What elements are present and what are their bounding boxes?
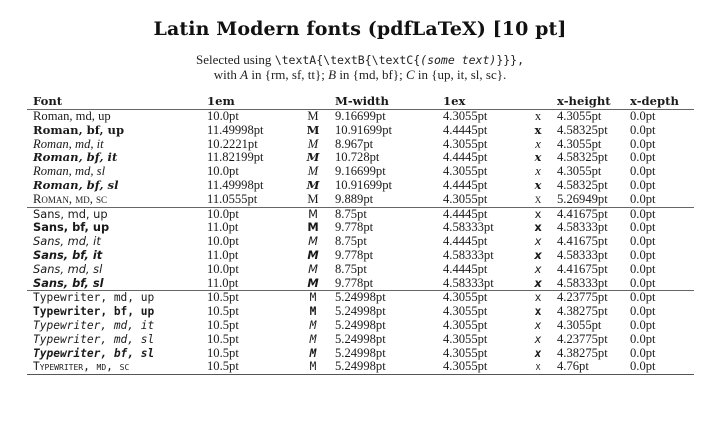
ex-value: 4.3055pt bbox=[443, 164, 488, 179]
x-sample: x bbox=[534, 177, 542, 192]
caption-line-2 bbox=[0, 67, 720, 83]
m-sample: M bbox=[308, 234, 318, 249]
x-depth-value: 0.0pt bbox=[630, 304, 656, 319]
m-width-value: 10.91699pt bbox=[335, 122, 393, 137]
font-name-cell: Sans, md, sl bbox=[33, 261, 103, 276]
x-depth-value: 0.0pt bbox=[630, 150, 656, 165]
em-value: 11.0pt bbox=[207, 220, 239, 235]
m-sample: M bbox=[309, 332, 317, 346]
ex-value: 4.3055pt bbox=[443, 109, 488, 123]
ex-value: 4.58333pt bbox=[443, 275, 494, 290]
x-sample: x bbox=[534, 291, 542, 305]
ex-value: 4.58333pt bbox=[443, 247, 494, 262]
header-m-width: M-width bbox=[335, 94, 389, 108]
brace: { bbox=[316, 53, 324, 67]
x-height-value: 4.58333pt bbox=[557, 275, 608, 290]
var-c: C bbox=[405, 67, 415, 82]
m-width-value: 9.778pt bbox=[335, 220, 374, 235]
x-sample: x bbox=[534, 109, 542, 123]
font-name-cell: Typewriter, md, up bbox=[33, 291, 155, 305]
caption-with: with bbox=[213, 67, 241, 82]
m-sample: M bbox=[307, 275, 319, 290]
x-depth-value: 0.0pt bbox=[630, 191, 656, 206]
m-width-value: 5.24998pt bbox=[335, 304, 386, 319]
x-height-value: 4.41675pt bbox=[557, 261, 608, 276]
font-name-cell: Roman, bf, sl bbox=[33, 177, 119, 192]
x-depth-value: 0.0pt bbox=[630, 317, 656, 332]
em-value: 11.49998pt bbox=[207, 122, 264, 137]
ex-value: 4.3055pt bbox=[443, 191, 488, 206]
em-value: 10.5pt bbox=[207, 290, 239, 305]
header-font: Font bbox=[33, 94, 63, 108]
ex-value: 4.3055pt bbox=[443, 317, 488, 332]
header-x-height: x-height bbox=[557, 94, 611, 108]
m-width-value: 9.16699pt bbox=[335, 109, 386, 123]
m-sample: M bbox=[309, 305, 317, 319]
em-value: 10.5pt bbox=[207, 331, 239, 346]
font-name-cell: Roman, bf, it bbox=[33, 150, 118, 165]
x-height-value: 4.58325pt bbox=[557, 177, 608, 192]
font-name-cell: Typewriter, md, it bbox=[33, 318, 155, 332]
m-sample: M bbox=[307, 191, 319, 206]
x-height-value: 4.3055pt bbox=[557, 136, 602, 151]
ex-value: 4.4445pt bbox=[443, 261, 488, 276]
x-height-value: 4.58325pt bbox=[557, 150, 608, 165]
ex-value: 4.4445pt bbox=[443, 122, 488, 137]
bottom-rule bbox=[27, 374, 694, 375]
em-value: 10.0pt bbox=[207, 109, 239, 123]
em-value: 11.0pt bbox=[207, 275, 239, 290]
x-height-value: 4.76pt bbox=[557, 359, 589, 374]
x-height-value: 4.3055pt bbox=[557, 109, 602, 123]
x-height-value: 4.38275pt bbox=[557, 345, 608, 360]
cmd-c: \textC bbox=[371, 53, 414, 67]
m-width-value: 5.24998pt bbox=[335, 359, 386, 374]
ex-value: 4.3055pt bbox=[443, 345, 488, 360]
cmd-a: \textA bbox=[274, 53, 317, 67]
x-depth-value: 0.0pt bbox=[630, 345, 656, 360]
x-depth-value: 0.0pt bbox=[630, 275, 656, 290]
a-set: in {rm, sf, tt}; bbox=[248, 67, 329, 82]
x-height-value: 4.58325pt bbox=[557, 122, 608, 137]
x-sample: x bbox=[534, 275, 542, 290]
table-row bbox=[27, 110, 694, 124]
font-name-cell: Typewriter, bf, up bbox=[33, 305, 155, 319]
ex-value: 4.3055pt bbox=[443, 359, 488, 374]
m-width-value: 9.778pt bbox=[335, 275, 374, 290]
x-height-value: 4.41675pt bbox=[557, 206, 608, 221]
ex-value: 4.4445pt bbox=[443, 177, 488, 192]
x-sample: x bbox=[534, 305, 542, 319]
page-title: Latin Modern fonts (pdfLaTeX) [10 pt] bbox=[153, 18, 567, 40]
table-row bbox=[27, 193, 694, 207]
m-sample: M bbox=[306, 150, 320, 165]
var-b: B bbox=[328, 67, 337, 82]
x-sample: x bbox=[535, 164, 541, 179]
table-header bbox=[27, 93, 694, 109]
x-sample: x bbox=[534, 191, 542, 206]
m-sample: M bbox=[307, 136, 319, 151]
ex-value: 4.3055pt bbox=[443, 290, 488, 305]
font-name-cell: Typewriter, bf, sl bbox=[33, 346, 155, 360]
font-metrics-table bbox=[27, 93, 694, 375]
x-depth-value: 0.0pt bbox=[630, 109, 656, 123]
ex-value: 4.3055pt bbox=[443, 331, 488, 346]
x-sample: x bbox=[534, 206, 542, 221]
caption-line-1 bbox=[0, 52, 720, 68]
x-height-value: 4.23775pt bbox=[557, 331, 608, 346]
x-height-value: 4.41675pt bbox=[557, 234, 608, 249]
em-value: 10.5pt bbox=[207, 317, 239, 332]
x-depth-value: 0.0pt bbox=[630, 136, 656, 151]
x-depth-value: 0.0pt bbox=[630, 359, 656, 374]
m-width-value: 8.967pt bbox=[335, 136, 374, 151]
m-sample: M bbox=[308, 206, 318, 221]
command-text-a bbox=[275, 53, 317, 67]
x-sample: x bbox=[535, 136, 541, 151]
b-set: in {md, bf}; bbox=[336, 67, 406, 82]
x-sample: x bbox=[534, 247, 542, 262]
m-width-value: 9.778pt bbox=[335, 247, 374, 262]
font-name-cell: Roman, md, up bbox=[33, 109, 111, 123]
cmd-b: \textB bbox=[323, 53, 365, 67]
m-sample: M bbox=[309, 318, 317, 332]
x-sample: x bbox=[534, 332, 542, 346]
brace: { bbox=[364, 53, 372, 67]
m-width-value: 9.16699pt bbox=[335, 164, 386, 179]
ex-value: 4.4445pt bbox=[443, 234, 488, 249]
m-sample: M bbox=[307, 220, 319, 235]
brace: { bbox=[413, 53, 421, 67]
m-sample: M bbox=[308, 261, 318, 276]
table-row bbox=[27, 291, 694, 305]
em-value: 10.0pt bbox=[207, 234, 239, 249]
table-body bbox=[27, 110, 694, 374]
font-name-cell: Sans, bf, sl bbox=[33, 275, 104, 290]
closing-braces: }}}, bbox=[496, 53, 525, 67]
font-name-cell: Sans, md, it bbox=[33, 234, 101, 249]
ex-value: 4.3055pt bbox=[443, 136, 488, 151]
font-name-cell: Roman, bf, up bbox=[33, 122, 125, 137]
m-width-value: 5.24998pt bbox=[335, 317, 386, 332]
table-row bbox=[27, 138, 694, 152]
x-height-value: 4.38275pt bbox=[557, 304, 608, 319]
table-row bbox=[27, 263, 694, 277]
ex-value: 4.3055pt bbox=[443, 304, 488, 319]
x-sample: x bbox=[534, 122, 542, 137]
x-depth-value: 0.0pt bbox=[630, 177, 656, 192]
x-height-value: 5.26949pt bbox=[557, 191, 608, 206]
x-depth-value: 0.0pt bbox=[630, 261, 656, 276]
x-depth-value: 0.0pt bbox=[630, 206, 656, 221]
font-name-cell: Roman, md, sc bbox=[33, 191, 108, 206]
x-height-value: 4.58333pt bbox=[557, 220, 608, 235]
em-value: 10.0pt bbox=[207, 206, 239, 221]
m-width-value: 8.75pt bbox=[335, 206, 367, 221]
x-depth-value: 0.0pt bbox=[630, 290, 656, 305]
font-name-cell: Sans, bf, up bbox=[33, 220, 110, 235]
c-set: in {up, it, sl, sc}. bbox=[414, 67, 507, 82]
x-sample: x bbox=[534, 346, 542, 360]
font-name-cell: Roman, md, it bbox=[33, 136, 104, 151]
em-value: 11.0pt bbox=[207, 247, 239, 262]
ex-value: 4.4445pt bbox=[443, 206, 488, 221]
ex-value: 4.4445pt bbox=[443, 150, 488, 165]
m-sample: M bbox=[306, 122, 320, 137]
table-row bbox=[27, 305, 694, 319]
em-value: 10.0pt bbox=[207, 164, 239, 179]
x-sample: x bbox=[534, 318, 542, 332]
m-sample: M bbox=[307, 109, 319, 123]
x-depth-value: 0.0pt bbox=[630, 247, 656, 262]
x-sample: x bbox=[534, 150, 542, 165]
font-name-cell: Sans, bf, it bbox=[33, 247, 103, 262]
x-height-value: 4.3055pt bbox=[557, 317, 602, 332]
em-value: 11.82199pt bbox=[207, 150, 264, 165]
x-depth-value: 0.0pt bbox=[630, 331, 656, 346]
var-a: A bbox=[240, 67, 249, 82]
m-sample: M bbox=[309, 291, 317, 305]
font-name-cell: Roman, md, sl bbox=[33, 164, 106, 179]
em-value: 10.5pt bbox=[207, 304, 239, 319]
table-row bbox=[27, 235, 694, 249]
group-sans bbox=[27, 208, 694, 291]
em-value: 10.2221pt bbox=[207, 136, 258, 151]
font-name-cell: Typewriter, md, sl bbox=[33, 332, 155, 346]
m-width-value: 5.24998pt bbox=[335, 290, 386, 305]
header-1ex: 1ex bbox=[443, 94, 466, 108]
m-sample: M bbox=[307, 247, 319, 262]
x-depth-value: 0.0pt bbox=[630, 234, 656, 249]
x-sample: x bbox=[534, 220, 542, 235]
m-width-value: 5.24998pt bbox=[335, 331, 386, 346]
em-value: 11.0555pt bbox=[207, 191, 258, 206]
m-width-value: 10.91699pt bbox=[335, 177, 393, 192]
m-width-value: 8.75pt bbox=[335, 234, 367, 249]
sample-text: (some text) bbox=[420, 53, 497, 67]
table-row bbox=[27, 249, 694, 263]
m-sample: M bbox=[306, 177, 320, 192]
m-sample: M bbox=[307, 164, 319, 179]
table-row bbox=[27, 208, 694, 222]
em-value: 10.5pt bbox=[207, 359, 239, 374]
group-typewriter bbox=[27, 291, 694, 374]
x-depth-value: 0.0pt bbox=[630, 220, 656, 235]
x-sample: x bbox=[534, 234, 542, 249]
table-row bbox=[27, 151, 694, 165]
header-x-depth: x-depth bbox=[630, 94, 679, 108]
x-depth-value: 0.0pt bbox=[630, 164, 656, 179]
m-width-value: 10.728pt bbox=[335, 150, 380, 165]
ex-value: 4.58333pt bbox=[443, 220, 494, 235]
x-height-value: 4.58333pt bbox=[557, 247, 608, 262]
table-row bbox=[27, 179, 694, 193]
x-sample: x bbox=[534, 261, 542, 276]
table-row bbox=[27, 221, 694, 235]
font-name-cell: Typewriter, md, sc bbox=[33, 360, 130, 374]
table-row bbox=[27, 165, 694, 179]
m-width-value: 8.75pt bbox=[335, 261, 367, 276]
em-value: 10.0pt bbox=[207, 261, 239, 276]
caption-prefix: Selected using bbox=[195, 52, 275, 67]
header-1em: 1em bbox=[207, 94, 235, 108]
x-height-value: 4.23775pt bbox=[557, 290, 608, 305]
em-value: 11.49998pt bbox=[207, 177, 264, 192]
font-name-cell: Sans, md, up bbox=[33, 206, 108, 221]
x-sample: x bbox=[535, 360, 541, 374]
table-row bbox=[27, 360, 694, 374]
x-height-value: 4.3055pt bbox=[557, 164, 602, 179]
m-sample: M bbox=[309, 360, 317, 374]
table-row bbox=[27, 333, 694, 347]
m-width-value: 9.889pt bbox=[335, 191, 374, 206]
table-row bbox=[27, 277, 694, 291]
em-value: 10.5pt bbox=[207, 345, 239, 360]
m-width-value: 5.24998pt bbox=[335, 345, 386, 360]
group-roman bbox=[27, 110, 694, 207]
x-depth-value: 0.0pt bbox=[630, 122, 656, 137]
table-row bbox=[27, 319, 694, 333]
table-row bbox=[27, 124, 694, 138]
table-row bbox=[27, 347, 694, 361]
m-sample: M bbox=[309, 346, 317, 360]
